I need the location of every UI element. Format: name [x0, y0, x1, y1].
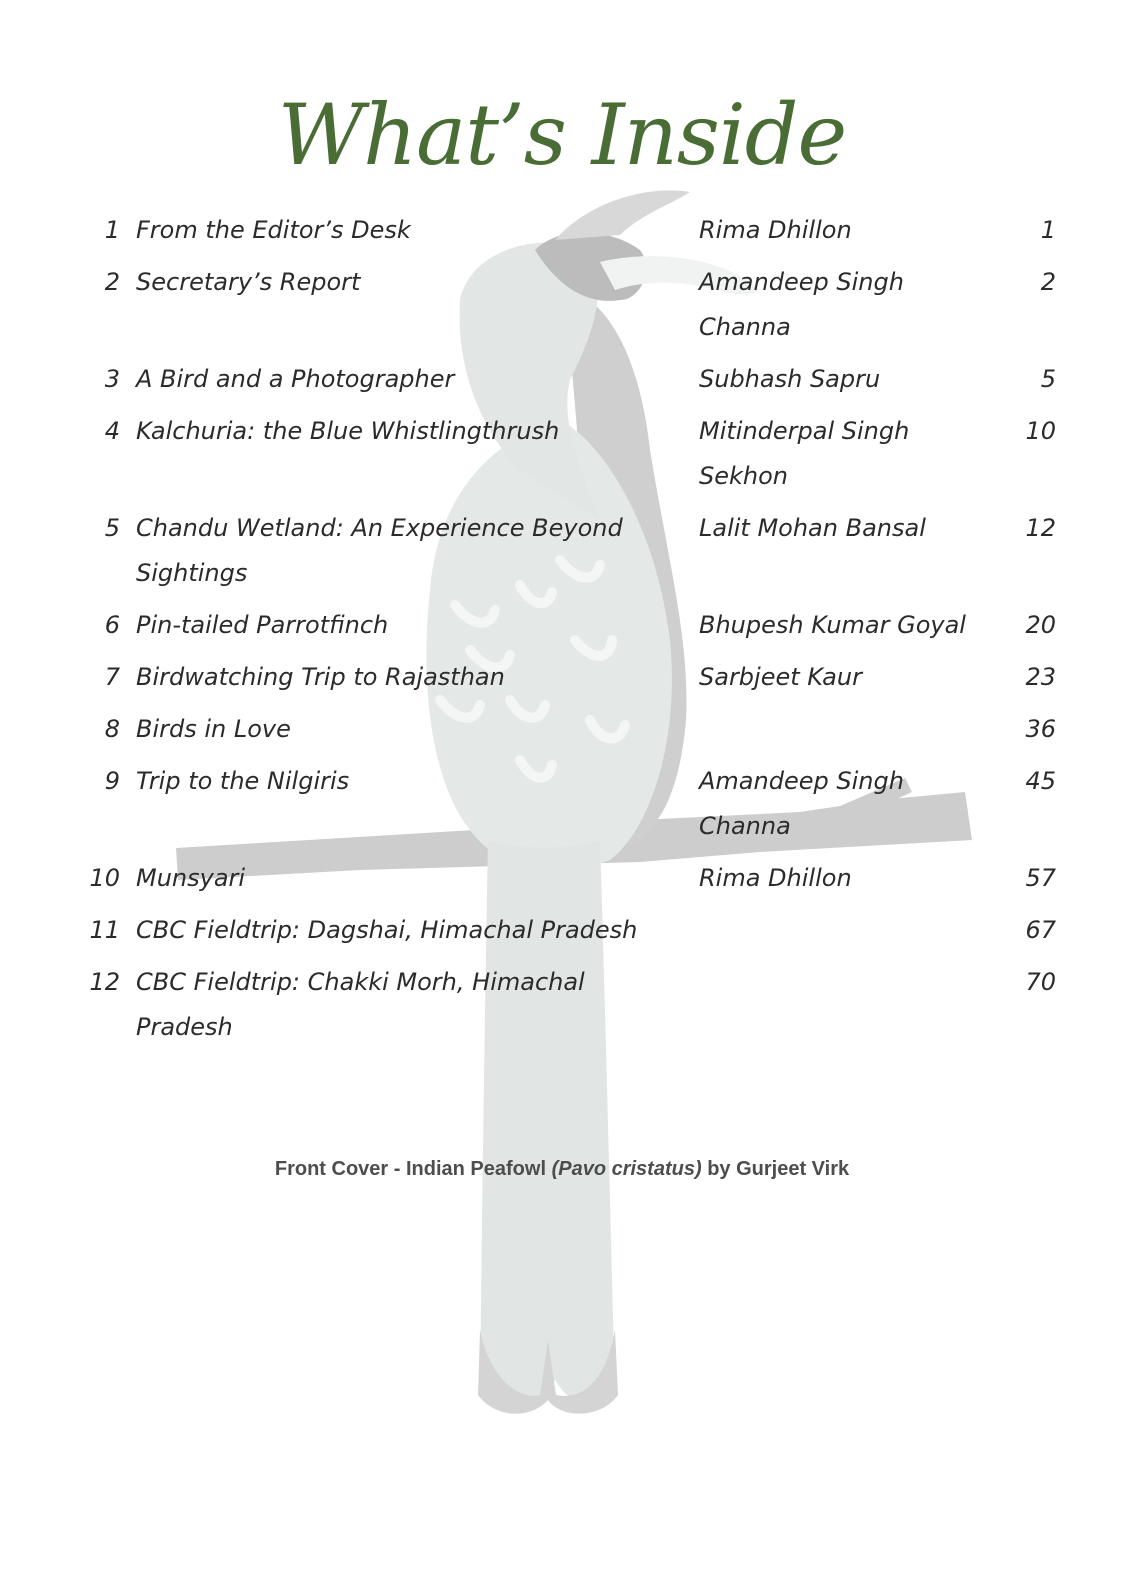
entry-author: Amandeep Singh Channa [699, 268, 904, 341]
entry-author: Rima Dhillon [699, 216, 852, 244]
entry-title: Pin-tailed Parrotfinch [136, 611, 389, 639]
entry-number: 6 [104, 611, 120, 639]
entry-title: Munsyari [136, 864, 246, 892]
entry-title: Chandu Wetland: An Experience Beyond Sightings [136, 514, 623, 587]
cover-credit [0, 1158, 1124, 1181]
entry-page: 36 [1025, 715, 1056, 743]
credit-species: (Pavo cristatus) [551, 1158, 702, 1180]
credit-suffix: by Gurjeet Virk [701, 1158, 850, 1180]
entry-title: From the Editor’s Desk [136, 216, 411, 244]
entry-author: Lalit Mohan Bansal [699, 514, 926, 542]
entry-number: 9 [104, 767, 120, 795]
entry-number: 2 [104, 268, 120, 296]
entry-title: Kalchuria: the Blue Whistlingthrush [136, 417, 560, 445]
entry-author: Rima Dhillon [699, 864, 852, 892]
entry-number: 5 [104, 514, 120, 542]
entry-page: 45 [1025, 767, 1056, 795]
entry-title: Birds in Love [136, 715, 291, 743]
entry-author: Subhash Sapru [699, 365, 881, 393]
entry-title: Trip to the Nilgiris [136, 767, 350, 795]
entry-author: Bhupesh Kumar Goyal [699, 611, 966, 639]
entry-page: 12 [1025, 514, 1056, 542]
entry-page: 67 [1025, 916, 1056, 944]
entry-number: 8 [104, 715, 120, 743]
entry-author: Mitinderpal Singh Sekhon [699, 417, 910, 490]
entry-title: CBC Fieldtrip: Dagshai, Himachal Pradesh [136, 916, 638, 944]
entry-page: 70 [1025, 968, 1056, 996]
entry-number: 10 [89, 864, 120, 892]
entry-number: 3 [104, 365, 120, 393]
entry-title: Birdwatching Trip to Rajasthan [136, 663, 505, 691]
entry-page: 20 [1025, 611, 1056, 639]
credit-prefix: Front Cover - Indian Peafowl [274, 1158, 552, 1180]
entry-page: 2 [1040, 268, 1056, 296]
entry-page: 10 [1025, 417, 1056, 445]
entry-number: 4 [104, 417, 120, 445]
entry-number: 7 [104, 663, 120, 691]
entry-number: 11 [89, 916, 120, 944]
page-title: What’s Inside [277, 86, 847, 184]
entry-title: Secretary’s Report [136, 268, 361, 296]
entry-author: Amandeep Singh Channa [699, 767, 904, 840]
entry-page: 5 [1040, 365, 1056, 393]
entry-page: 57 [1025, 864, 1056, 892]
entry-title: A Bird and a Photographer [136, 365, 455, 393]
entry-page: 23 [1025, 663, 1056, 691]
entry-number: 1 [104, 216, 120, 244]
entry-author: Sarbjeet Kaur [699, 663, 862, 691]
entry-title: CBC Fieldtrip: Chakki Morh, Himachal Pradesh [136, 968, 585, 1041]
entry-page: 1 [1040, 216, 1056, 244]
entry-number: 12 [89, 968, 120, 996]
